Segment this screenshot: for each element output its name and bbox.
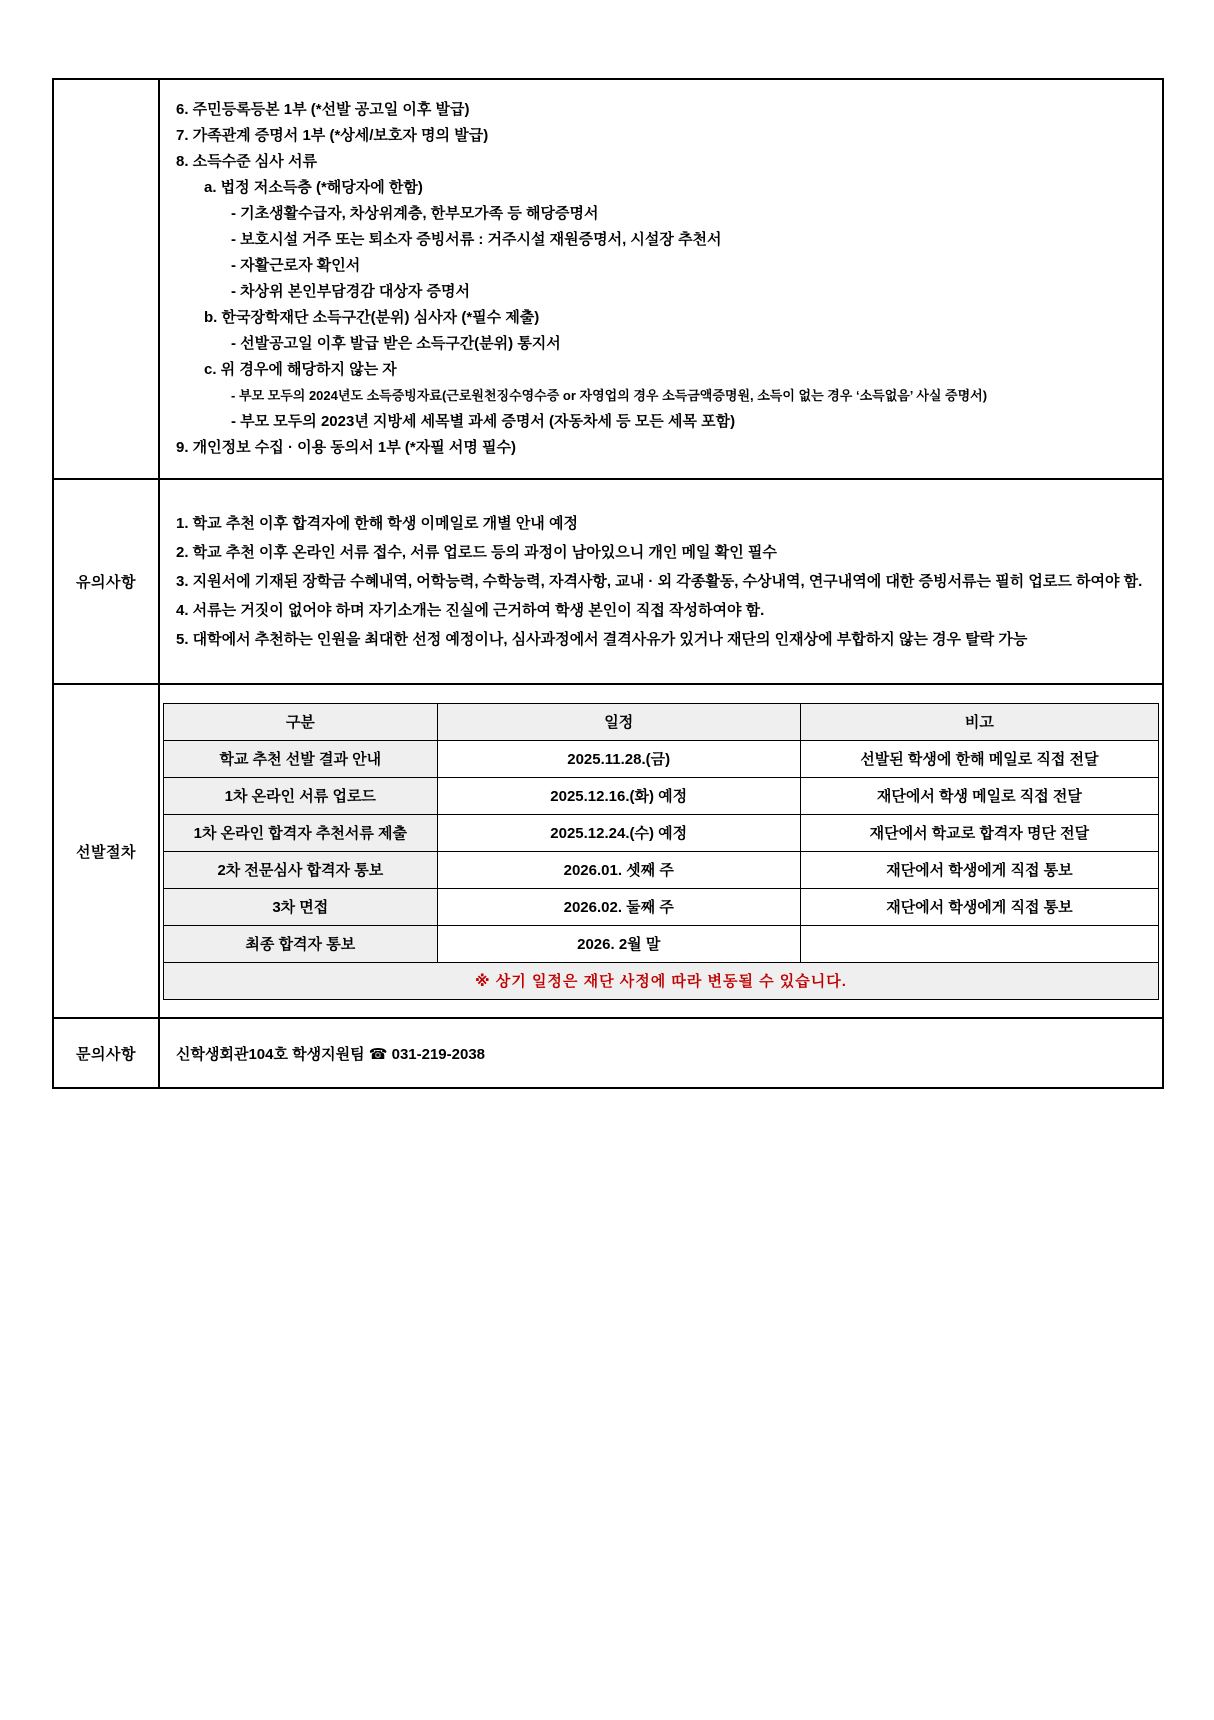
schedule-step-cell: 최종 합격자 통보 [164,925,438,962]
schedule-table-row [164,740,1159,777]
contact-section-label: 문의사항 [53,1018,159,1088]
schedule-remark-cell: 재단에서 학생 메일로 직접 전달 [800,777,1158,814]
document-list-line: b. 한국장학재단 소득구간(분위) 심사자 (*필수 제출) [204,309,540,326]
schedule-table-row [164,814,1159,851]
document-list-line: - 기초생활수급자, 차상위계층, 한부모가족 등 해당증명서 [231,205,599,222]
schedule-change-note: ※ 상기 일정은 재단 사정에 따라 변동될 수 있습니다. [164,962,1159,999]
note-item: 5. 대학에서 추천하는 인원을 최대한 선정 예정이나, 심사과정에서 결격사유가 있거나 재단의 인재상에 부합하지 않는 경우 탈락 가능 [176,631,1028,648]
header-note: 비고 [800,703,1158,740]
document-list-line: - 부모 모두의 2024년도 소득증빙자료(근로원천징수영수증 or 자영업의 경우 소득금액증명원, 소득이 없는 경우 ‘소득없음’ 사실 증명서) [231,388,988,403]
schedule-date-cell: 2025.12.16.(화) 예정 [437,777,800,814]
schedule-remark-cell [800,925,1158,962]
schedule-remark-cell: 재단에서 학생에게 직접 통보 [800,888,1158,925]
schedule-step-cell: 1차 온라인 서류 업로드 [164,777,438,814]
header-step: 구분 [164,703,438,740]
document-list-line: - 보호시설 거주 또는 퇴소자 증빙서류 : 거주시설 재원증명서, 시설장 추천서 [231,231,722,248]
schedule-table [163,703,1159,1000]
document-list-line: a. 법정 저소득층 (*해당자에 한함) [204,179,423,196]
notes-section-row [53,479,1163,684]
schedule-step-cell: 학교 추천 선발 결과 안내 [164,740,438,777]
procedure-table-cell [159,684,1163,1018]
document-list-line: - 부모 모두의 2023년 지방세 세목별 과세 증명서 (자동차세 등 모든 세목 포함) [231,413,736,430]
notice-table [52,78,1164,1089]
document-list-line: c. 위 경우에 해당하지 않는 자 [204,361,397,378]
schedule-table-row [164,925,1159,962]
notes-list [176,509,1152,654]
schedule-date-cell: 2025.11.28.(금) [437,740,800,777]
schedule-remark-cell: 선발된 학생에 한해 메일로 직접 전달 [800,740,1158,777]
schedule-note-body [164,962,1159,999]
header-date: 일정 [437,703,800,740]
document-list-line: 6. 주민등록등본 1부 (*선발 공고일 이후 발급) [176,101,470,118]
note-item: 3. 지원서에 기재된 장학금 수혜내역, 어학능력, 수학능력, 자격사항, 교내 · 외 각종활동, 수상내역, 연구내역에 대한 증빙서류는 필히 업로드 하여야 함. [176,573,1143,590]
documents-section-label-empty [53,79,159,479]
schedule-step-cell: 3차 면접 [164,888,438,925]
notes-section-label: 유의사항 [53,479,159,684]
document-list-line: - 선발공고일 이후 발급 받은 소득구간(분위) 통지서 [231,335,561,352]
schedule-note-row [164,962,1159,999]
document-list-line: - 차상위 본인부담경감 대상자 증명서 [231,283,471,300]
schedule-date-cell: 2026.01. 셋째 주 [437,851,800,888]
procedure-section-label: 선발절차 [53,684,159,1018]
schedule-table-body [164,740,1159,962]
schedule-table-row [164,777,1159,814]
documents-section-row [53,79,1163,479]
document-list-line: 8. 소득수준 심사 서류 [176,153,317,170]
schedule-step-cell: 2차 전문심사 합격자 통보 [164,851,438,888]
documents-list [176,97,1154,461]
documents-list-cell [159,79,1163,479]
note-item: 1. 학교 추천 이후 합격자에 한해 학생 이메일로 개별 안내 예정 [176,515,578,532]
schedule-header-row [164,703,1159,740]
schedule-step-cell: 1차 온라인 합격자 추천서류 제출 [164,814,438,851]
document-list-line: 9. 개인정보 수집 · 이용 동의서 1부 (*자필 서명 필수) [176,439,517,456]
schedule-table-row [164,851,1159,888]
schedule-remark-cell: 재단에서 학생에게 직접 통보 [800,851,1158,888]
note-item: 2. 학교 추천 이후 온라인 서류 접수, 서류 업로드 등의 과정이 남아있으니 개인 메일 확인 필수 [176,544,777,561]
schedule-date-cell: 2026.02. 둘째 주 [437,888,800,925]
document-list-line: - 자활근로자 확인서 [231,257,361,274]
schedule-table-head [164,703,1159,740]
schedule-table-row [164,888,1159,925]
notes-list-cell [159,479,1163,684]
contact-info: 신학생회관104호 학생지원팀 ☎ 031-219-2038 [159,1018,1163,1088]
contact-section-row [53,1018,1163,1088]
document-list-line: 7. 가족관계 증명서 1부 (*상세/보호자 명의 발급) [176,127,489,144]
schedule-date-cell: 2026. 2월 말 [437,925,800,962]
schedule-remark-cell: 재단에서 학교로 합격자 명단 전달 [800,814,1158,851]
procedure-section-row [53,684,1163,1018]
schedule-date-cell: 2025.12.24.(수) 예정 [437,814,800,851]
note-item: 4. 서류는 거짓이 없어야 하며 자기소개는 진실에 근거하여 학생 본인이 직접 작성하여야 함. [176,602,765,619]
